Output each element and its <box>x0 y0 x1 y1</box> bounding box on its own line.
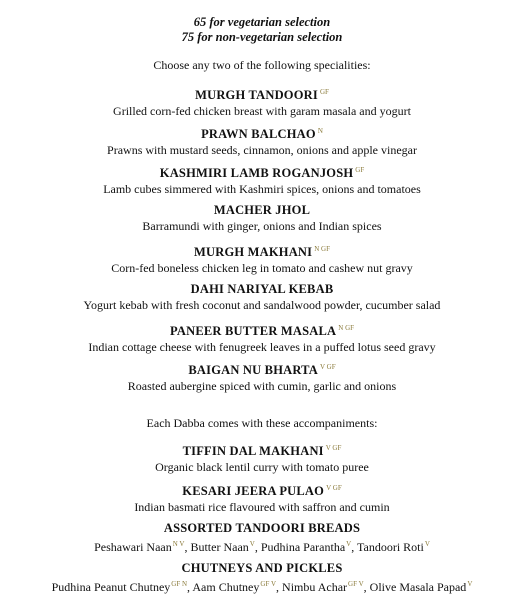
dish-name: PANEER BUTTER MASALA <box>169 324 337 339</box>
dish-paneer-butter-masala <box>0 321 524 355</box>
dish-description: Grilled corn-fed chicken breast with garam masala and yogurt <box>113 104 411 119</box>
dish-description: Corn-fed boneless chicken leg in tomato and cashew nut gravy <box>111 261 413 276</box>
dish-title <box>0 124 524 142</box>
dietary-tag: V <box>346 540 352 548</box>
pricing-block <box>0 15 524 45</box>
bread-label: Peshawari Naan <box>94 540 172 554</box>
dish-kesari-jeera-pulao <box>0 481 524 515</box>
chutney-item <box>370 580 473 594</box>
dietary-tag: N <box>317 127 323 135</box>
dish-title <box>0 282 524 297</box>
dish-name: PRAWN BALCHAO <box>201 127 316 142</box>
chutney-item <box>192 580 282 594</box>
dish-title <box>0 360 524 378</box>
dish-title <box>0 441 524 459</box>
list-separator: , <box>351 540 358 554</box>
dish-name: KASHMIRI LAMB ROGANJOSH <box>159 166 354 181</box>
dietary-tag: N V <box>172 540 185 548</box>
chutney-label: Nimbu Achar <box>282 580 348 594</box>
dish-name: BAIGAN NU BHARTA <box>188 363 318 378</box>
list-separator: , <box>363 580 370 594</box>
dietary-tag: N GF <box>338 324 355 332</box>
dietary-tag: V GF <box>326 484 342 492</box>
dish-description: Yogurt kebab with fresh coconut and sandalwood powder, cucumber salad <box>83 298 441 312</box>
dish-murgh-makhani <box>0 242 524 276</box>
accompaniments-instruction: Each Dabba comes with these accompaniments: <box>146 416 378 430</box>
chutney-item <box>52 580 193 594</box>
list-separator: , <box>187 580 193 594</box>
dish-title <box>0 85 524 103</box>
list-separator: , <box>184 540 191 554</box>
chutneys-title: CHUTNEYS AND PICKLES <box>181 561 343 575</box>
chutney-label: Aam Chutney <box>192 580 260 594</box>
dish-name: DAHI NARIYAL KEBAB <box>190 282 334 296</box>
bread-item <box>94 540 190 554</box>
dietary-tag: V <box>424 540 430 548</box>
dietary-tag: N GF <box>314 245 330 253</box>
dietary-tag: V GF <box>325 444 342 452</box>
chutneys-list <box>0 577 524 595</box>
chutneys-section <box>0 561 524 595</box>
breads-title: ASSORTED TANDOORI BREADS <box>163 521 361 535</box>
dish-name: KESARI JEERA PULAO <box>182 484 325 499</box>
dish-name: MURGH TANDOORI <box>195 88 318 103</box>
bread-item <box>357 540 430 554</box>
dish-kashmiri-lamb-roganjosh <box>0 163 524 197</box>
dietary-tag: GF N <box>171 580 188 588</box>
dish-dahi-nariyal-kebab <box>0 282 524 313</box>
dish-baigan-nu-bharta <box>0 360 524 394</box>
dietary-tag: GF <box>319 88 329 96</box>
pricing-non-vegetarian: 75 for non-vegetarian selection <box>181 30 343 44</box>
dish-title <box>0 203 524 218</box>
list-separator: , <box>254 540 261 554</box>
dish-description: Roasted aubergine spiced with cumin, garlic and onions <box>127 379 397 394</box>
dish-tiffin-dal-makhani <box>0 441 524 475</box>
chutney-item <box>282 580 370 594</box>
dish-title <box>0 163 524 181</box>
dietary-tag: V GF <box>319 363 336 371</box>
dish-name: MACHER JHOL <box>213 203 311 217</box>
dietary-tag: GF <box>355 166 365 174</box>
dish-prawn-balchao <box>0 124 524 158</box>
chutney-label: Olive Masala Papad <box>369 580 467 594</box>
dish-description: Lamb cubes simmered with Kashmiri spices, onions and tomatoes <box>103 182 421 197</box>
dish-macher-jhol <box>0 203 524 234</box>
dish-description: Prawns with mustard seeds, cinnamon, onions and apple vinegar <box>107 143 417 158</box>
list-separator: , <box>276 580 283 594</box>
dish-description: Organic black lentil curry with tomato puree <box>155 460 369 475</box>
bread-label: Pudhina Parantha <box>260 540 346 554</box>
breads-list <box>0 537 524 555</box>
dietary-tag: GF V <box>260 580 277 588</box>
dish-description: Barramundi with ginger, onions and Indian spices <box>142 219 382 233</box>
dietary-tag: GF V <box>348 580 364 588</box>
specialities-instruction: Choose any two of the following specialities: <box>153 58 371 72</box>
pricing-vegetarian: 65 for vegetarian selection <box>193 15 331 29</box>
dish-title <box>0 242 524 260</box>
dish-description: Indian basmati rice flavoured with saffron and cumin <box>134 500 390 515</box>
breads-section <box>0 521 524 555</box>
chutney-label: Pudhina Peanut Chutney <box>51 580 171 594</box>
dish-name: TIFFIN DAL MAKHANI <box>182 444 324 459</box>
dish-name: MURGH MAKHANI <box>194 245 313 260</box>
dietary-tag: V <box>467 580 473 588</box>
bread-label: Tandoori Roti <box>357 540 424 554</box>
dish-title <box>0 321 524 339</box>
bread-label: Butter Naan <box>190 540 249 554</box>
dish-title <box>0 481 524 499</box>
dish-description: Indian cottage cheese with fenugreek leaves in a puffed lotus seed gravy <box>88 340 436 355</box>
bread-item <box>190 540 260 554</box>
bread-item <box>261 540 357 554</box>
dietary-tag: V <box>249 540 255 548</box>
dish-murgh-tandoori <box>0 85 524 119</box>
